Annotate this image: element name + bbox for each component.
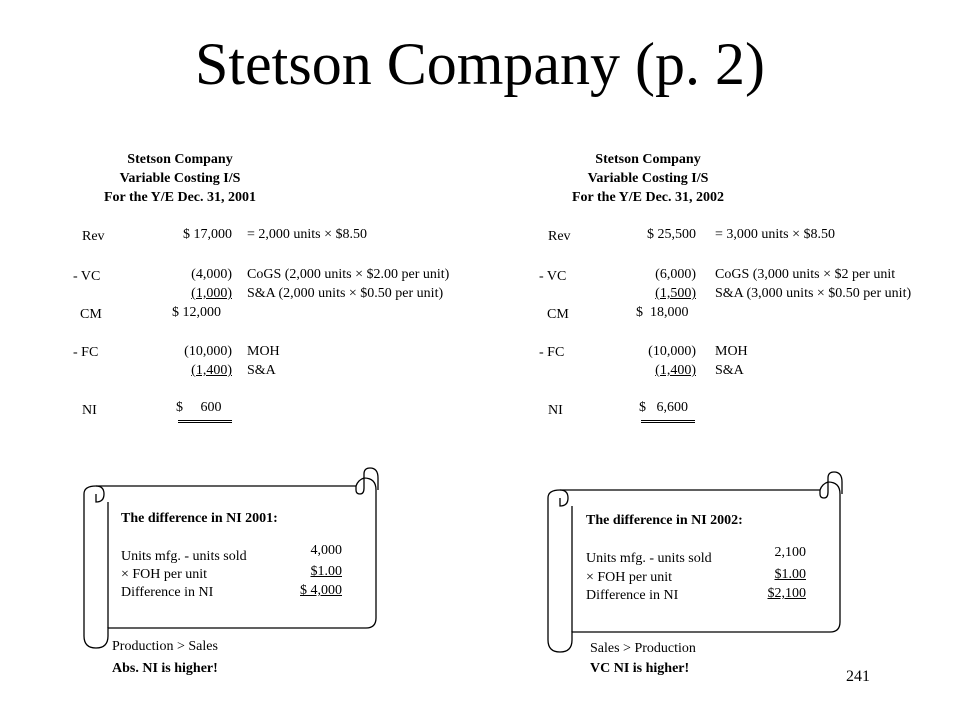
left-fc2-note: S&A xyxy=(247,363,276,378)
left-vc2-value: (1,000) xyxy=(191,286,232,301)
left-ni-value: $ 600 xyxy=(176,400,222,415)
left-scroll-heading: The difference in NI 2001: xyxy=(121,511,278,526)
left-fc2-value-wrap xyxy=(142,362,232,380)
left-cm-value: $ 12,000 xyxy=(172,305,221,320)
left-company-name: Stetson Company xyxy=(127,152,233,167)
right-fc1-value: (10,000) xyxy=(648,344,696,359)
left-period: For the Y/E Dec. 31, 2001 xyxy=(103,190,257,205)
left-rev-value: $ 17,000 xyxy=(183,227,232,242)
left-ni-label: NI xyxy=(82,403,97,418)
right-company-name: Stetson Company xyxy=(595,152,701,167)
right-scroll-val1: 2,100 xyxy=(774,545,806,560)
left-scroll-callout xyxy=(66,466,386,656)
left-ni-double-underline xyxy=(178,420,232,423)
left-vc-label: - VC xyxy=(73,269,101,284)
right-ni-value: $ 6,600 xyxy=(639,400,688,415)
right-scroll-line3: Difference in NI xyxy=(586,588,679,603)
left-vc1-note: CoGS (2,000 units × $2.00 per unit) xyxy=(247,267,450,282)
right-fc2-value: (1,400) xyxy=(655,363,696,378)
left-vc2-note: S&A (2,000 units × $0.50 per unit) xyxy=(247,286,444,301)
left-scroll-line3: Difference in NI xyxy=(121,585,214,600)
right-fc-label: - FC xyxy=(539,345,565,360)
right-period: For the Y/E Dec. 31, 2002 xyxy=(571,190,725,205)
right-note-2: VC NI is higher! xyxy=(590,661,690,676)
left-fc1-note: MOH xyxy=(247,344,280,359)
left-vc1-value: (4,000) xyxy=(191,267,232,282)
right-fc2-value-wrap xyxy=(606,362,696,380)
right-vc1-value: (6,000) xyxy=(655,267,696,282)
left-scroll-val3: $ 4,000 xyxy=(300,583,342,598)
left-scroll-line2: × FOH per unit xyxy=(121,567,208,582)
left-scroll-val2: $1.00 xyxy=(310,564,342,579)
left-scroll-line1: Units mfg. - units sold xyxy=(121,549,247,564)
right-vc2-value: (1,500) xyxy=(655,286,696,301)
right-cm-label: CM xyxy=(547,307,569,322)
right-ni-double-underline xyxy=(641,420,695,423)
left-fc1-value: (10,000) xyxy=(184,344,232,359)
left-rev-label: Rev xyxy=(82,229,105,244)
right-scroll-line2: × FOH per unit xyxy=(586,570,673,585)
left-note-2: Abs. NI is higher! xyxy=(112,661,218,676)
left-scroll-val1: 4,000 xyxy=(310,543,342,558)
right-fc1-note: MOH xyxy=(715,344,748,359)
right-rev-label: Rev xyxy=(548,229,571,244)
right-scroll-val2-wrap xyxy=(716,566,806,584)
right-ni-label: NI xyxy=(548,403,563,418)
left-vc2-value-wrap xyxy=(142,285,232,303)
right-scroll-val3-wrap xyxy=(716,585,806,603)
right-vc-label: - VC xyxy=(539,269,567,284)
page-title: Stetson Company (p. 2) xyxy=(195,31,765,97)
left-rev-note: = 2,000 units × $8.50 xyxy=(247,227,368,242)
right-scroll-line1: Units mfg. - units sold xyxy=(586,551,712,566)
right-statement-type: Variable Costing I/S xyxy=(587,171,709,186)
left-note-1: Production > Sales xyxy=(112,639,218,654)
right-scroll-heading: The difference in NI 2002: xyxy=(586,513,743,528)
right-rev-note: = 3,000 units × $8.50 xyxy=(715,227,836,242)
right-scroll-val3: $2,100 xyxy=(767,586,806,601)
left-cm-label: CM xyxy=(80,307,102,322)
right-rev-value: $ 25,500 xyxy=(647,227,696,242)
left-scroll-val2-wrap xyxy=(252,563,342,581)
right-cm-value: $ 18,000 xyxy=(636,305,689,320)
right-scroll-val2: $1.00 xyxy=(774,567,806,582)
page-number: 241 xyxy=(846,668,870,685)
left-statement-type: Variable Costing I/S xyxy=(119,171,241,186)
right-vc2-note: S&A (3,000 units × $0.50 per unit) xyxy=(715,286,912,301)
right-scroll-callout xyxy=(530,470,850,660)
right-note-1: Sales > Production xyxy=(590,641,696,656)
right-vc2-value-wrap xyxy=(606,285,696,303)
right-fc2-note: S&A xyxy=(715,363,744,378)
right-vc1-note: CoGS (3,000 units × $2 per unit xyxy=(715,267,896,282)
left-fc-label: - FC xyxy=(73,345,99,360)
left-fc2-value: (1,400) xyxy=(191,363,232,378)
left-scroll-val3-wrap xyxy=(252,582,342,600)
